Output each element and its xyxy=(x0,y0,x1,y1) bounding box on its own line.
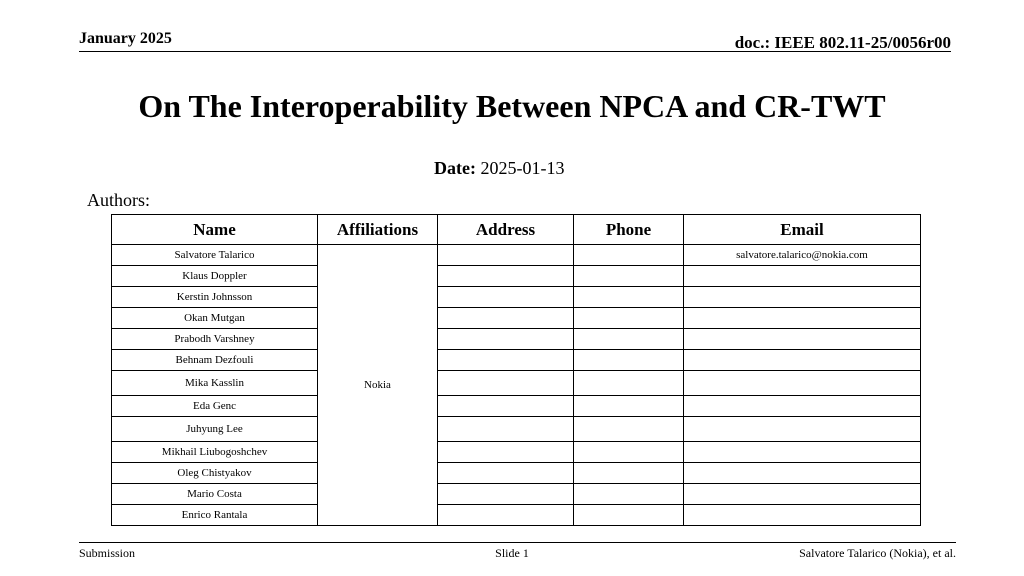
header-date: January 2025 xyxy=(79,30,172,47)
phone-cell xyxy=(574,442,684,463)
header-rule xyxy=(79,51,951,52)
email-cell xyxy=(684,371,921,396)
address-cell xyxy=(438,308,574,329)
table-row xyxy=(112,371,921,396)
table-row xyxy=(112,245,921,266)
email-cell xyxy=(684,505,921,526)
address-cell xyxy=(438,371,574,396)
phone-cell xyxy=(574,484,684,505)
phone-cell xyxy=(574,287,684,308)
address-cell xyxy=(438,484,574,505)
author-name: Kerstin Johnsson xyxy=(112,287,318,308)
slide-title: On The Interoperability Between NPCA and CR-TWT xyxy=(138,88,886,124)
table-row xyxy=(112,417,921,442)
email-cell xyxy=(684,329,921,350)
author-name: Juhyung Lee xyxy=(112,417,318,442)
author-name: Mika Kasslin xyxy=(112,371,318,396)
affiliation-cell: Nokia xyxy=(318,245,438,526)
author-name: Oleg Chistyakov xyxy=(112,463,318,484)
footer-slide-number: Slide 1 xyxy=(495,546,529,560)
email-cell xyxy=(684,442,921,463)
email-cell xyxy=(684,308,921,329)
author-name: Mikhail Liubogoshchev xyxy=(112,442,318,463)
date-line xyxy=(434,158,564,179)
address-cell xyxy=(438,505,574,526)
phone-cell xyxy=(574,371,684,396)
email-cell: salvatore.talarico@nokia.com xyxy=(684,245,921,266)
address-cell xyxy=(438,350,574,371)
phone-cell xyxy=(574,308,684,329)
col-header-address: Address xyxy=(438,215,574,245)
table-row xyxy=(112,396,921,417)
col-header-email: Email xyxy=(684,215,921,245)
date-value: 2025-01-13 xyxy=(480,158,565,178)
table-row xyxy=(112,266,921,287)
table-row xyxy=(112,350,921,371)
address-cell xyxy=(438,245,574,266)
author-name: Salvatore Talarico xyxy=(112,245,318,266)
phone-cell xyxy=(574,245,684,266)
author-name: Eda Genc xyxy=(112,396,318,417)
table-header-row xyxy=(112,215,921,245)
date-label: Date: xyxy=(434,158,476,178)
address-cell xyxy=(438,329,574,350)
phone-cell xyxy=(574,396,684,417)
table-row xyxy=(112,484,921,505)
table-row xyxy=(112,505,921,526)
author-name: Mario Costa xyxy=(112,484,318,505)
table-row xyxy=(112,287,921,308)
email-cell xyxy=(684,484,921,505)
author-name: Behnam Dezfouli xyxy=(112,350,318,371)
email-cell xyxy=(684,417,921,442)
address-cell xyxy=(438,417,574,442)
email-cell xyxy=(684,396,921,417)
phone-cell xyxy=(574,266,684,287)
footer-submission: Submission xyxy=(79,546,136,560)
address-cell xyxy=(438,396,574,417)
email-cell xyxy=(684,287,921,308)
phone-cell xyxy=(574,463,684,484)
phone-cell xyxy=(574,505,684,526)
authors-table xyxy=(111,214,921,526)
address-cell xyxy=(438,266,574,287)
header-doc-id: doc.: IEEE 802.11-25/0056r00 xyxy=(734,33,951,52)
footer-author: Salvatore Talarico (Nokia), et al. xyxy=(799,546,956,560)
author-name: Enrico Rantala xyxy=(112,505,318,526)
address-cell xyxy=(438,287,574,308)
table-row xyxy=(112,329,921,350)
table-row xyxy=(112,308,921,329)
col-header-affiliations: Affiliations xyxy=(318,215,438,245)
author-name: Okan Mutgan xyxy=(112,308,318,329)
col-header-phone: Phone xyxy=(574,215,684,245)
table-row xyxy=(112,463,921,484)
phone-cell xyxy=(574,417,684,442)
authors-label: Authors: xyxy=(87,190,150,210)
address-cell xyxy=(438,463,574,484)
email-cell xyxy=(684,266,921,287)
email-cell xyxy=(684,463,921,484)
table-row xyxy=(112,442,921,463)
phone-cell xyxy=(574,350,684,371)
author-name: Klaus Doppler xyxy=(112,266,318,287)
footer-rule xyxy=(79,542,956,543)
col-header-name: Name xyxy=(112,215,318,245)
author-name: Prabodh Varshney xyxy=(112,329,318,350)
phone-cell xyxy=(574,329,684,350)
address-cell xyxy=(438,442,574,463)
email-cell xyxy=(684,350,921,371)
